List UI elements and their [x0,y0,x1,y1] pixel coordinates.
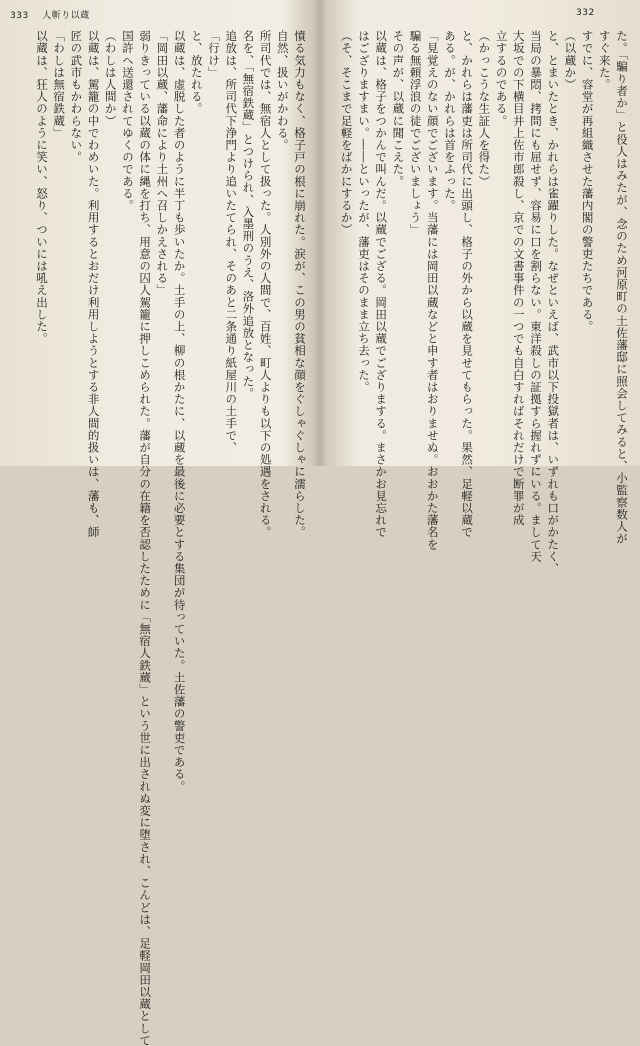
text-line: すでに、容堂が再組織させた藩内閣の警吏たちである。 [580,30,595,333]
text-line: （わしは人間か） [103,30,118,127]
text-line: と、放たれる。 [189,30,204,115]
text-line: た。「騙り者か」と役人はみたが、念のため河原町の土佐藩邸に照会してみると、小監察数人が [615,30,629,545]
text-line: 騙る無頼浮浪の徒でございましょう」 [408,30,423,236]
text-line: 「行け」 [206,30,221,79]
text-line: 追放は、所司代下浄門より追いたてられ、そのあと二条通り紙屋川の土手で、 [224,30,239,454]
text-line: 名を、「無宿鉄蔵」とつけられ、入墨刑のうえ、洛外追放となった。 [241,30,256,400]
text-line: 「岡田以蔵、藩命により土州へ召しかえされる」 [155,30,170,297]
text-line: （そ、そこまで足軽をばかにするか） [339,30,354,236]
text-line: （以蔵か） [563,30,578,91]
left-page [0,0,316,1046]
text-line: 以蔵は、狂人のように笑い、怒り、ついには吼え出した。 [34,30,49,345]
text-line: 自然、扱いがかわる。 [275,30,290,151]
left-page-header [10,8,90,21]
right-page [324,0,640,575]
text-line: 以蔵は、格子をつかんで叫んだ。以蔵でござる。岡田以蔵でござりまする。まさかお見忘れで [374,30,389,539]
text-line: 弱りきっている以蔵の体に縄を打ち、用意の囚人駕籠に押しこめられた。藩が自分の在籍を否認したために「無宿人鉄蔵」という世に出されぬ変に堕され、こんどは、足軽岡田以蔵として [138,30,153,1046]
text-line: 憤る気力もなく、格子戸の根に崩れた。涙が、この男の貧相な顔をぐしゃぐしゃに濡らした。 [293,30,307,539]
text-line: 「わしは無宿鉄蔵」 [52,30,67,139]
text-line: 以蔵は、虚脱した者のように半丁も歩いたか。土手の上、柳の根かたに、以蔵を最後に必要とする集団が待っていた。土佐藩の警吏である。 [172,30,187,793]
text-line: 当局の暴悶、拷問にも屈せず、容易に口を割らない。東洋殺しの証拠すら握れずにいる。まして天 [528,30,543,563]
page-number: 332 [576,8,595,18]
running-title: 人斬り以蔵 [42,11,90,21]
text-line: 匠の武市もかわらない。 [69,30,84,164]
text-line: 以蔵は、駕籠の中でわめいた。利用するとおだけ利用しようとする非人間的扱いは、藩も、師 [86,30,101,539]
text-line: すぐ来た。 [597,30,612,91]
text-line: ある。が、かれらは首をふった。 [442,30,457,212]
text-line: 「見覚えのない顔でございます。当藩には岡田以蔵などと申す者はおりませぬ。おおかた藩名を [425,30,440,551]
left-page-text [12,30,308,1046]
text-line: 国許へ送還されてゆくのである。 [120,30,135,212]
text-line: と、とまいたとき、かれらは雀躍りした。なぜといえば、武市以下投獄者は、いずれも口がかたく、 [546,30,561,575]
text-line: その声が、以蔵に聞こえた。 [391,30,406,188]
text-line: はござりますまい。――といったが、藩吏はそのまま立ち去った。 [356,30,371,393]
right-page-header [576,8,595,18]
text-line: （かっこうな生証人を得た） [477,30,492,188]
text-line: 大坂での下横目井上佐市郎殺し、京での文書事件の一つでも自白すればそれだけで断罪が成 [511,30,526,527]
right-page-text [330,30,630,575]
text-line: 所司代では、無宿人として扱った。人別外の人間で、百姓、町人よりも以下の処遇をされる。 [258,30,273,539]
text-line: 立するのである。 [494,30,509,127]
text-line: と、かれらは藩吏は所司代に出頭し、格子の外から以蔵を見せてもらった。果然、足軽以蔵で [460,30,475,539]
page-number: 333 [10,11,29,21]
